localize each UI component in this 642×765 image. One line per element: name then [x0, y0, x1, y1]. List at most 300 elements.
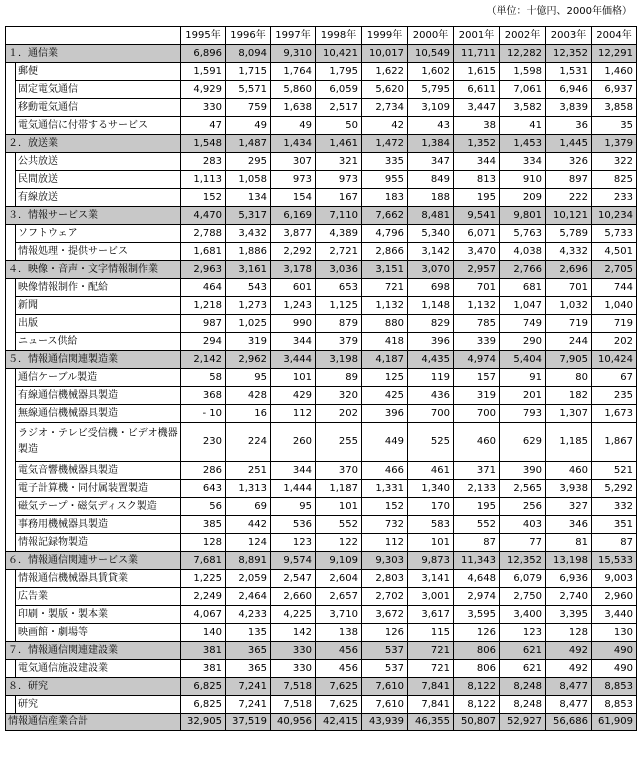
value-cell: 1,434 [271, 135, 316, 153]
value-cell: 202 [316, 405, 362, 423]
value-cell: 195 [454, 498, 500, 516]
value-cell: 698 [408, 279, 454, 297]
value-cell: 1,764 [271, 63, 316, 81]
year-header: 2001年 [454, 27, 500, 45]
value-cell: 209 [500, 189, 546, 207]
item-row [6, 63, 637, 81]
value-cell: 1,453 [500, 135, 546, 153]
value-cell: 418 [362, 333, 408, 351]
value-cell: 5,763 [500, 225, 546, 243]
item-label: 郵便 [16, 63, 181, 81]
value-cell: 910 [500, 171, 546, 189]
value-cell: 955 [362, 171, 408, 189]
value-cell: 6,611 [454, 81, 500, 99]
value-cell: 1,047 [500, 297, 546, 315]
value-cell: 3,858 [592, 99, 637, 117]
value-cell: 61,909 [592, 714, 637, 731]
value-cell: 50,807 [454, 714, 500, 731]
value-cell: 3,440 [592, 606, 637, 624]
total-row [6, 714, 637, 731]
item-label: 出版 [16, 315, 181, 333]
value-cell: 1,673 [592, 405, 637, 423]
value-cell: 170 [408, 498, 454, 516]
value-cell: 460 [546, 462, 592, 480]
item-label: 有線放送 [16, 189, 181, 207]
value-cell: 6,825 [181, 678, 226, 696]
value-cell: 327 [546, 498, 592, 516]
value-cell: 344 [271, 462, 316, 480]
value-cell: 80 [546, 369, 592, 387]
item-row [6, 696, 637, 714]
value-cell: 235 [592, 387, 637, 405]
value-cell: 365 [226, 660, 271, 678]
year-header: 2000年 [408, 27, 454, 45]
indent-spacer [6, 480, 16, 498]
value-cell: 2,133 [454, 480, 500, 498]
value-cell: 1,598 [500, 63, 546, 81]
value-cell: 1,487 [226, 135, 271, 153]
value-cell: 429 [271, 387, 316, 405]
value-cell: 973 [271, 171, 316, 189]
value-cell: 879 [316, 315, 362, 333]
value-cell: 87 [592, 534, 637, 552]
item-row [6, 189, 637, 207]
value-cell: 2,059 [226, 570, 271, 588]
value-cell: 1,148 [408, 297, 454, 315]
item-label: ニュース供給 [16, 333, 181, 351]
value-cell: 12,352 [500, 552, 546, 570]
indent-spacer [6, 369, 16, 387]
value-cell: 37,519 [226, 714, 271, 731]
value-cell: 5,860 [271, 81, 316, 99]
indent-spacer [6, 423, 16, 462]
value-cell: 46,355 [408, 714, 454, 731]
item-label: 有線通信機械器具製造 [16, 387, 181, 405]
value-cell: 123 [500, 624, 546, 642]
value-cell: 492 [546, 660, 592, 678]
value-cell: 3,151 [362, 261, 408, 279]
value-cell: 880 [362, 315, 408, 333]
item-row [6, 534, 637, 552]
value-cell: 1,132 [454, 297, 500, 315]
value-cell: 5,620 [362, 81, 408, 99]
value-cell: 8,477 [546, 678, 592, 696]
value-cell: 10,121 [546, 207, 592, 225]
value-cell: 330 [271, 660, 316, 678]
value-cell: 3,710 [316, 606, 362, 624]
value-cell: 1,113 [181, 171, 226, 189]
value-cell: 749 [500, 315, 546, 333]
value-cell: 2,464 [226, 588, 271, 606]
value-cell: 701 [546, 279, 592, 297]
value-cell: 4,067 [181, 606, 226, 624]
item-row [6, 297, 637, 315]
item-row [6, 117, 637, 135]
year-header: 2004年 [592, 27, 637, 45]
value-cell: 123 [271, 534, 316, 552]
value-cell: 95 [226, 369, 271, 387]
industry-table [5, 26, 637, 731]
value-cell: 125 [362, 369, 408, 387]
indent-spacer [6, 315, 16, 333]
value-cell: 4,187 [362, 351, 408, 369]
value-cell: 2,660 [271, 588, 316, 606]
value-cell: 2,696 [546, 261, 592, 279]
value-cell: 2,740 [546, 588, 592, 606]
item-row [6, 405, 637, 423]
value-cell: 785 [454, 315, 500, 333]
item-row [6, 498, 637, 516]
value-cell: 700 [454, 405, 500, 423]
value-cell: 1,040 [592, 297, 637, 315]
value-cell: 8,094 [226, 45, 271, 63]
value-cell: 7,241 [226, 678, 271, 696]
item-label: ラジオ・テレビ受信機・ビデオ機器製造 [16, 423, 181, 462]
value-cell: 6,079 [500, 570, 546, 588]
value-cell: 7,061 [500, 81, 546, 99]
indent-spacer [6, 498, 16, 516]
value-cell: 7,110 [316, 207, 362, 225]
value-cell: 3,582 [500, 99, 546, 117]
value-cell: 126 [362, 624, 408, 642]
value-cell: 5,404 [500, 351, 546, 369]
item-label: 映画館・劇場等 [16, 624, 181, 642]
value-cell: 344 [271, 333, 316, 351]
value-cell: 11,711 [454, 45, 500, 63]
value-cell: 1,460 [592, 63, 637, 81]
indent-spacer [6, 660, 16, 678]
year-header: 2003年 [546, 27, 592, 45]
value-cell: 8,477 [546, 696, 592, 714]
value-cell: 224 [226, 423, 271, 462]
value-cell: 4,389 [316, 225, 362, 243]
value-cell: 50 [316, 117, 362, 135]
value-cell: 11,343 [454, 552, 500, 570]
item-row [6, 387, 637, 405]
value-cell: 1,461 [316, 135, 362, 153]
value-cell: 2,249 [181, 588, 226, 606]
indent-spacer [6, 606, 16, 624]
value-cell: 1,615 [454, 63, 500, 81]
value-cell: 2,547 [271, 570, 316, 588]
value-cell: - 10 [181, 405, 226, 423]
item-row [6, 81, 637, 99]
item-label: 情報処理・提供サービス [16, 243, 181, 261]
value-cell: 295 [226, 153, 271, 171]
value-cell: 381 [181, 642, 226, 660]
category-row [6, 45, 637, 63]
year-header: 1996年 [226, 27, 271, 45]
item-row [6, 153, 637, 171]
item-label: 研究 [16, 696, 181, 714]
value-cell: 283 [181, 153, 226, 171]
value-cell: 3,109 [408, 99, 454, 117]
value-cell: 6,059 [316, 81, 362, 99]
value-cell: 2,750 [500, 588, 546, 606]
value-cell: 371 [454, 462, 500, 480]
value-cell: 330 [181, 99, 226, 117]
value-cell: 3,470 [454, 243, 500, 261]
value-cell: 188 [408, 189, 454, 207]
value-cell: 9,873 [408, 552, 454, 570]
value-cell: 81 [546, 534, 592, 552]
value-cell: 69 [226, 498, 271, 516]
value-cell: 332 [592, 498, 637, 516]
value-cell: 16 [226, 405, 271, 423]
value-cell: 2,962 [226, 351, 271, 369]
item-label: 固定電気通信 [16, 81, 181, 99]
value-cell: 10,017 [362, 45, 408, 63]
value-cell: 142 [271, 624, 316, 642]
value-cell: 3,617 [408, 606, 454, 624]
category-label: ４．映像・音声・文字情報制作業 [6, 261, 181, 279]
value-cell: 1,313 [226, 480, 271, 498]
value-cell: 135 [226, 624, 271, 642]
value-cell: 1,340 [408, 480, 454, 498]
value-cell: 381 [181, 660, 226, 678]
item-label: 印刷・製版・製本業 [16, 606, 181, 624]
value-cell: 396 [362, 405, 408, 423]
value-cell: 122 [316, 534, 362, 552]
value-cell: 403 [500, 516, 546, 534]
value-cell: 8,853 [592, 678, 637, 696]
value-cell: 1,307 [546, 405, 592, 423]
value-cell: 8,891 [226, 552, 271, 570]
value-cell: 233 [592, 189, 637, 207]
value-cell: 1,886 [226, 243, 271, 261]
value-cell: 3,444 [271, 351, 316, 369]
value-cell: 347 [408, 153, 454, 171]
value-cell: 344 [454, 153, 500, 171]
value-cell: 3,672 [362, 606, 408, 624]
header-row [6, 27, 637, 45]
value-cell: 4,470 [181, 207, 226, 225]
value-cell: 230 [181, 423, 226, 462]
value-cell: 201 [500, 387, 546, 405]
value-cell: 2,963 [181, 261, 226, 279]
item-label: 新聞 [16, 297, 181, 315]
value-cell: 52,927 [500, 714, 546, 731]
item-label: 電気通信に付帯するサービス [16, 117, 181, 135]
value-cell: 9,109 [316, 552, 362, 570]
value-cell: 8,122 [454, 696, 500, 714]
value-cell: 8,481 [408, 207, 454, 225]
value-cell: 829 [408, 315, 454, 333]
value-cell: 973 [316, 171, 362, 189]
value-cell: 583 [408, 516, 454, 534]
item-label: 情報記録物製造 [16, 534, 181, 552]
value-cell: 334 [500, 153, 546, 171]
value-cell: 3,432 [226, 225, 271, 243]
value-cell: 1,531 [546, 63, 592, 81]
value-cell: 7,241 [226, 696, 271, 714]
value-cell: 87 [454, 534, 500, 552]
category-row [6, 261, 637, 279]
value-cell: 5,317 [226, 207, 271, 225]
item-row [6, 315, 637, 333]
value-cell: 537 [362, 642, 408, 660]
value-cell: 721 [408, 642, 454, 660]
value-cell: 1,218 [181, 297, 226, 315]
value-cell: 307 [271, 153, 316, 171]
value-cell: 425 [362, 387, 408, 405]
item-row [6, 423, 637, 462]
value-cell: 6,169 [271, 207, 316, 225]
item-label: 情報通信機械器具賃貸業 [16, 570, 181, 588]
value-cell: 10,421 [316, 45, 362, 63]
value-cell: 490 [592, 660, 637, 678]
value-cell: 351 [592, 516, 637, 534]
value-cell: 1,795 [316, 63, 362, 81]
category-label: ６．情報通信関連サービス業 [6, 552, 181, 570]
value-cell: 5,571 [226, 81, 271, 99]
item-label: 磁気テープ・磁気ディスク製造 [16, 498, 181, 516]
value-cell: 1,715 [226, 63, 271, 81]
value-cell: 202 [592, 333, 637, 351]
value-cell: 320 [316, 387, 362, 405]
value-cell: 2,960 [592, 588, 637, 606]
indent-spacer [6, 624, 16, 642]
value-cell: 543 [226, 279, 271, 297]
value-cell: 492 [546, 642, 592, 660]
indent-spacer [6, 81, 16, 99]
value-cell: 3,142 [408, 243, 454, 261]
value-cell: 319 [454, 387, 500, 405]
value-cell: 322 [592, 153, 637, 171]
value-cell: 4,038 [500, 243, 546, 261]
value-cell: 1,681 [181, 243, 226, 261]
item-row [6, 243, 637, 261]
category-row [6, 135, 637, 153]
item-row [6, 624, 637, 642]
value-cell: 442 [226, 516, 271, 534]
value-cell: 7,625 [316, 696, 362, 714]
indent-spacer [6, 534, 16, 552]
value-cell: 2,803 [362, 570, 408, 588]
value-cell: 464 [181, 279, 226, 297]
value-cell: 67 [592, 369, 637, 387]
value-cell: 3,938 [546, 480, 592, 498]
value-cell: 525 [408, 423, 454, 462]
category-label: ２．放送業 [6, 135, 181, 153]
value-cell: 6,071 [454, 225, 500, 243]
indent-spacer [6, 516, 16, 534]
category-label: ３．情報サービス業 [6, 207, 181, 225]
indent-spacer [6, 189, 16, 207]
value-cell: 1,185 [546, 423, 592, 462]
value-cell: 5,733 [592, 225, 637, 243]
year-header: 1995年 [181, 27, 226, 45]
value-cell: 152 [362, 498, 408, 516]
value-cell: 1,379 [592, 135, 637, 153]
value-cell: 456 [316, 642, 362, 660]
value-cell: 6,825 [181, 696, 226, 714]
value-cell: 8,122 [454, 678, 500, 696]
value-cell: 4,929 [181, 81, 226, 99]
value-cell: 466 [362, 462, 408, 480]
value-cell: 3,070 [408, 261, 454, 279]
value-cell: 396 [408, 333, 454, 351]
value-cell: 4,796 [362, 225, 408, 243]
value-cell: 157 [454, 369, 500, 387]
value-cell: 119 [408, 369, 454, 387]
value-cell: 1,125 [316, 297, 362, 315]
value-cell: 339 [454, 333, 500, 351]
value-cell: 1,243 [271, 297, 316, 315]
value-cell: 3,141 [408, 570, 454, 588]
value-cell: 8,248 [500, 696, 546, 714]
value-cell: 7,841 [408, 678, 454, 696]
value-cell: 806 [454, 660, 500, 678]
value-cell: 42 [362, 117, 408, 135]
value-cell: 41 [500, 117, 546, 135]
value-cell: 449 [362, 423, 408, 462]
indent-spacer [6, 333, 16, 351]
value-cell: 428 [226, 387, 271, 405]
category-label: ７．情報通信関連建設業 [6, 642, 181, 660]
indent-spacer [6, 405, 16, 423]
value-cell: 385 [181, 516, 226, 534]
value-cell: 629 [500, 423, 546, 462]
value-cell: 521 [592, 462, 637, 480]
value-cell: 3,161 [226, 261, 271, 279]
item-row [6, 369, 637, 387]
value-cell: 368 [181, 387, 226, 405]
value-cell: 1,472 [362, 135, 408, 153]
value-cell: 9,303 [362, 552, 408, 570]
value-cell: 552 [454, 516, 500, 534]
value-cell: 140 [181, 624, 226, 642]
value-cell: 643 [181, 480, 226, 498]
value-cell: 128 [546, 624, 592, 642]
value-cell: 7,681 [181, 552, 226, 570]
value-cell: 12,291 [592, 45, 637, 63]
value-cell: 3,447 [454, 99, 500, 117]
value-cell: 12,352 [546, 45, 592, 63]
value-cell: 3,400 [500, 606, 546, 624]
value-cell: 9,003 [592, 570, 637, 588]
value-cell: 112 [271, 405, 316, 423]
indent-spacer [6, 696, 16, 714]
value-cell: 390 [500, 462, 546, 480]
item-label: 電気通信施設建設業 [16, 660, 181, 678]
value-cell: 36 [546, 117, 592, 135]
item-label: 無線通信機械器具製造 [16, 405, 181, 423]
value-cell: 6,936 [546, 570, 592, 588]
value-cell: 3,877 [271, 225, 316, 243]
value-cell: 10,234 [592, 207, 637, 225]
value-cell: 244 [546, 333, 592, 351]
indent-spacer [6, 99, 16, 117]
value-cell: 3,595 [454, 606, 500, 624]
item-label: 通信ケーブル製造 [16, 369, 181, 387]
value-cell: 260 [271, 423, 316, 462]
item-row [6, 516, 637, 534]
indent-spacer [6, 243, 16, 261]
value-cell: 49 [226, 117, 271, 135]
value-cell: 35 [592, 117, 637, 135]
value-cell: 6,937 [592, 81, 637, 99]
category-row [6, 678, 637, 696]
value-cell: 5,795 [408, 81, 454, 99]
unit-note: （単位：十億円、2000年価格） [486, 6, 632, 17]
value-cell: 38 [454, 117, 500, 135]
value-cell: 294 [181, 333, 226, 351]
value-cell: 56,686 [546, 714, 592, 731]
category-label: ８．研究 [6, 678, 181, 696]
indent-spacer [6, 570, 16, 588]
value-cell: 3,001 [408, 588, 454, 606]
